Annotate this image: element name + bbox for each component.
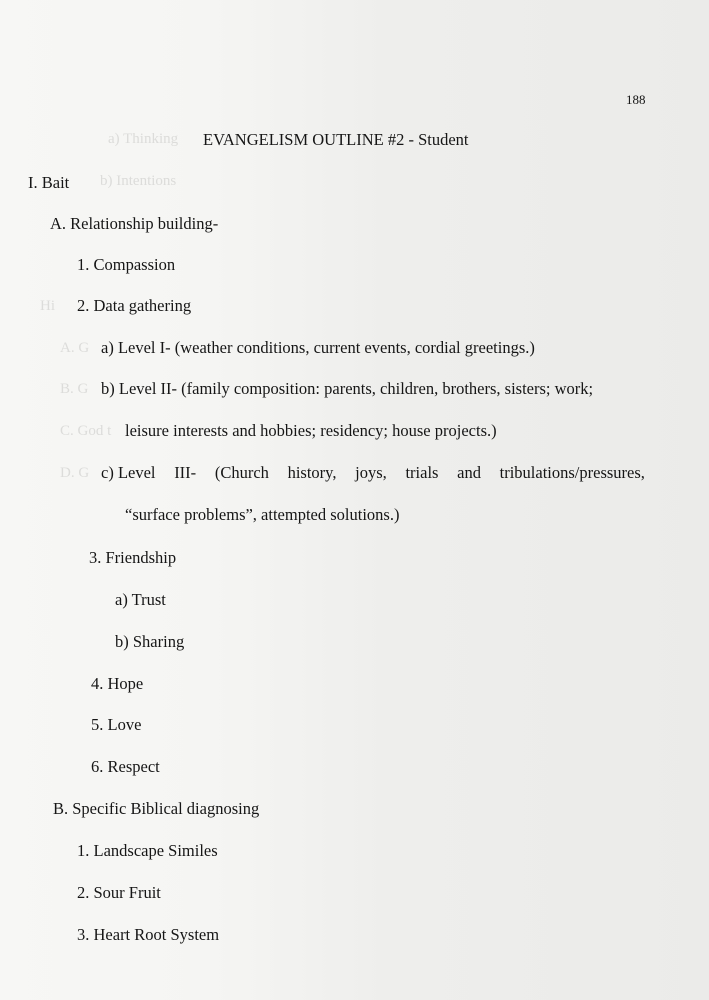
outline-item: I. Bait [28, 173, 70, 192]
bleed-through-text: A. G [60, 340, 90, 356]
outline-item: 2. Sour Fruit [77, 883, 161, 902]
outline-item: B. Specific Biblical diagnosing [53, 799, 260, 818]
bleed-through-text: b) Intentions [100, 173, 177, 189]
outline-item: A. Relationship building- [50, 214, 219, 233]
outline-item-continued: leisure interests and hobbies; residency; house projects.) [125, 421, 497, 440]
outline-item: b) Level II- (family composition: parents, children, brothers, sisters; work; [101, 379, 594, 398]
outline-item: b) Sharing [115, 632, 185, 651]
outline-item: 2. Data gathering [77, 296, 192, 315]
outline-item: a) Trust [115, 590, 166, 609]
page-number: 188 [626, 92, 646, 107]
bleed-through-text: D. G [60, 465, 90, 481]
word: tribulations/pressures, [499, 463, 645, 482]
word: III- [174, 463, 197, 482]
outline-item: 3. Heart Root System [77, 925, 220, 944]
word: and [457, 463, 481, 482]
bleed-through-text: B. G [60, 381, 89, 397]
bleed-through-text: C. God t [60, 423, 112, 439]
outline-item: a) Level I- (weather conditions, current events, cordial greetings.) [101, 338, 535, 357]
outline-item: 1. Compassion [77, 255, 176, 274]
outline-item: 6. Respect [91, 757, 160, 776]
word: joys, [355, 463, 387, 482]
word: (Church [214, 463, 269, 482]
outline-item: 4. Hope [91, 674, 144, 693]
word: c) Level [101, 463, 156, 482]
page-title: EVANGELISM OUTLINE #2 - Student [203, 130, 469, 149]
word: trials [405, 463, 439, 482]
bleed-through-text: a) Thinking [108, 131, 179, 147]
outline-item: 3. Friendship [89, 548, 177, 567]
word: history, [287, 463, 337, 482]
outline-item-justified [101, 463, 645, 483]
outline-item-continued: “surface problems”, attempted solutions.) [125, 505, 400, 524]
outline-item: 1. Landscape Similes [77, 841, 218, 860]
outline-item: 5. Love [91, 715, 142, 734]
bleed-through-text: Hi [40, 298, 55, 314]
